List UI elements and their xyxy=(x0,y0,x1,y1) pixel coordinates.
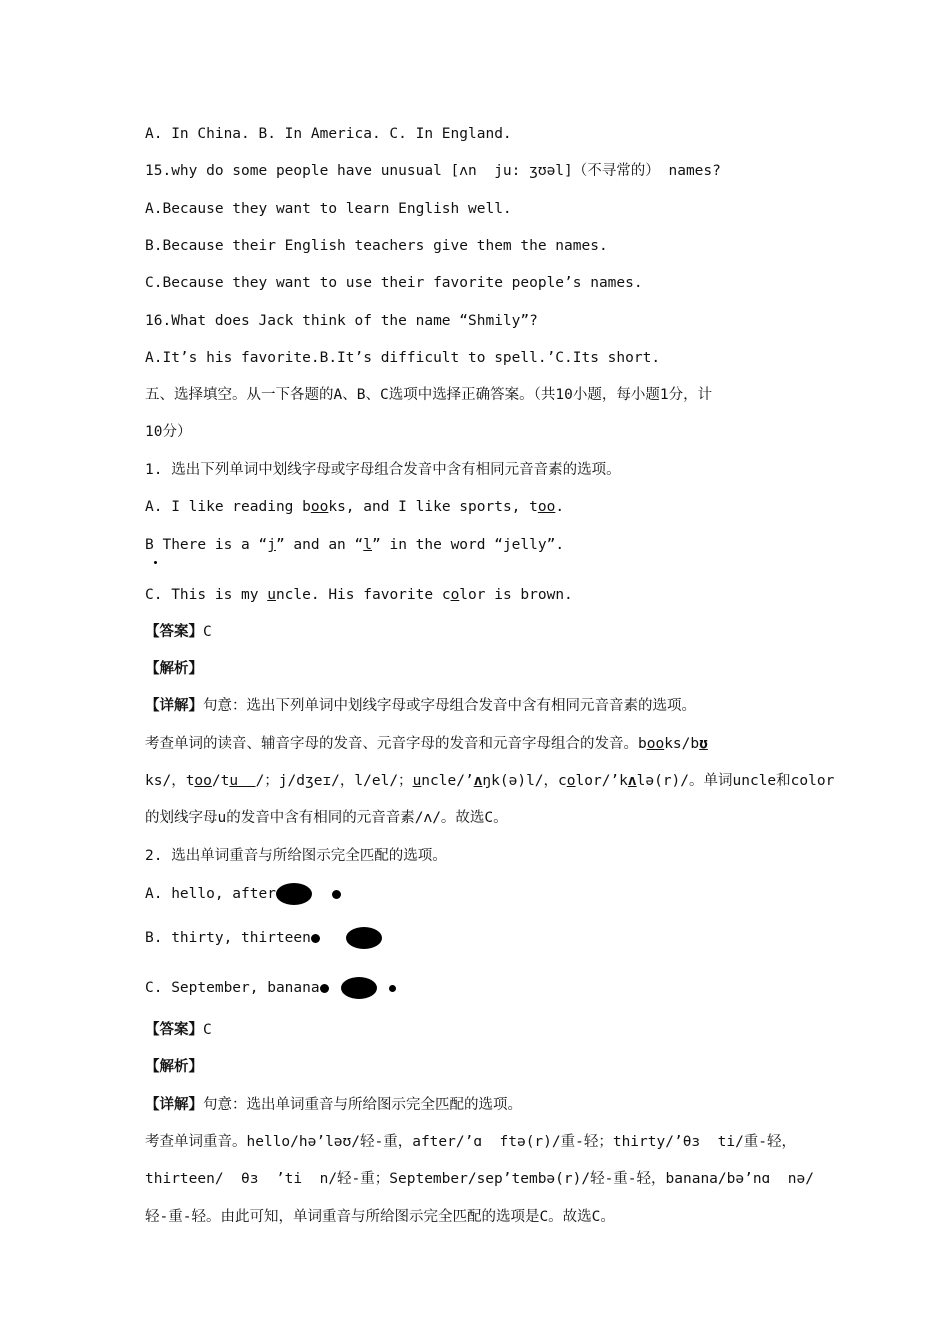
stress-heavy-icon xyxy=(346,927,382,949)
p1-detail-text: 句意：选出下列单词中划线字母或字母组合发音中含有相同元音音素的选项。 xyxy=(203,698,696,714)
p1-c-pre: C. This is my xyxy=(145,587,268,603)
q16-options: A.It’s his favorite.B.It’s difficult to spell.’C.Its short. xyxy=(145,350,661,366)
p1-c-mid: ncle. His favorite c xyxy=(275,587,451,603)
p2-answer-label: 【答案】 xyxy=(145,1022,203,1038)
p2-explain-2: thirteen/ θɜ ’ti n/轻-重；September/sep’tembə(r)/轻-重-轻，banana/bə’nɑ nə/ xyxy=(145,1171,814,1187)
p1-explain-1 xyxy=(145,734,708,754)
q15-text: 15.why do some people have unusual [ʌn ju: ʒʊəl] xyxy=(145,163,573,179)
stress-heavy-icon xyxy=(341,977,377,999)
p1-e2-d: ncle/’ xyxy=(421,773,474,789)
p1-e1-pre: 考查单词的读音、辅音字母的发音、元音字母的发音和元音字母组合的发音。b xyxy=(145,736,647,752)
p2-explain-1: 考查单词重音。hello/hə’ləʊ/轻-重，after/’ɑ ftə(r)/重-轻；thirty/’θɜ ti/重-轻， xyxy=(145,1134,797,1150)
p2-c-text: C. September, banana xyxy=(145,980,320,996)
p1-analysis-label: 【解析】 xyxy=(145,661,203,677)
q15-option-c: C.Because they want to use their favorite people’s names. xyxy=(145,275,643,291)
q15-question xyxy=(145,161,721,181)
p1-e2-u4: ʌ xyxy=(473,773,483,789)
p1-option-a xyxy=(145,497,564,517)
p2-detail-label: 【详解】 xyxy=(145,1097,203,1113)
p1-a-mid: ks, and I like sports, t xyxy=(328,499,538,515)
p2-a-text: A. hello, after xyxy=(145,886,276,902)
p1-e2-u3: u xyxy=(412,773,422,789)
p1-answer-value: C xyxy=(203,624,212,640)
p1-b-underline-1: j xyxy=(267,537,276,553)
section5-heading: 五、选择填空。从一下各题的A、B、C选项中选择正确答案。（共10小题，每小题1分，计 xyxy=(145,387,713,403)
p2-option-c xyxy=(145,977,406,999)
p1-e2-c: /；j/dʒeɪ/，l/el/； xyxy=(255,773,413,789)
p2-question: 2. 选出单词重音与所给图示完全匹配的选项。 xyxy=(145,848,447,864)
q14-options: A. In China. B. In America. C. In England. xyxy=(145,126,512,142)
p1-e2-u6: ʌ xyxy=(627,773,637,789)
q15-option-a: A.Because they want to learn English well. xyxy=(145,201,512,217)
stress-light-icon xyxy=(332,890,341,899)
stray-dot xyxy=(154,561,157,564)
q15-end: names? xyxy=(659,163,721,179)
p1-e2-b: /t xyxy=(211,773,230,789)
p1-e2-u5: o xyxy=(566,773,576,789)
p1-e1-mid: ks/b xyxy=(664,736,700,752)
p1-detail xyxy=(145,696,696,716)
q16-question: 16.What does Jack think of the name “Shmily”? xyxy=(145,313,538,329)
p2-detail xyxy=(145,1095,522,1115)
p2-answer xyxy=(145,1020,212,1040)
p1-a-pre: A. I like reading b xyxy=(145,499,311,515)
p1-c-underline-1: u xyxy=(267,587,276,603)
p2-explain-3: 轻-重-轻。由此可知，单词重音与所给图示完全匹配的选项是C。故选C。 xyxy=(145,1209,615,1225)
p1-e2-u2: u xyxy=(229,773,256,789)
section5-heading-cont: 10分） xyxy=(145,424,192,440)
p2-analysis-label: 【解析】 xyxy=(145,1059,203,1075)
p1-a-underline-2: oo xyxy=(537,499,556,515)
stress-light-icon xyxy=(311,934,320,943)
p1-b-mid: ” and an “ xyxy=(275,537,364,553)
p2-detail-text: 句意：选出单词重音与所给图示完全匹配的选项。 xyxy=(203,1097,522,1113)
p1-question: 1. 选出下列单词中划线字母或字母组合发音中含有相同元音音素的选项。 xyxy=(145,462,621,478)
p1-e2-a: ks/，t xyxy=(145,773,195,789)
p1-answer-label: 【答案】 xyxy=(145,624,203,640)
p1-option-c xyxy=(145,585,573,605)
p1-e2-u1: oo xyxy=(194,773,212,789)
p1-c-end: lor is brown. xyxy=(459,587,573,603)
p1-option-b xyxy=(145,535,564,555)
p2-option-b xyxy=(145,927,390,949)
p2-b-text: B. thirty, thirteen xyxy=(145,930,311,946)
p1-b-end: ” in the word “jelly”. xyxy=(372,537,565,553)
p1-e2-f: lor/’k xyxy=(575,773,628,789)
p1-detail-label: 【详解】 xyxy=(145,698,203,714)
stress-light-icon xyxy=(389,985,396,992)
p1-e1-underline-1: oo xyxy=(646,736,665,752)
p1-e1-underline-2: ʊ xyxy=(699,736,708,752)
p1-e2-e: ŋk(ə)l/，c xyxy=(482,773,567,789)
q15-option-b: B.Because their English teachers give them the names. xyxy=(145,238,608,254)
p1-c-underline-2: o xyxy=(450,587,460,603)
p1-a-end: . xyxy=(555,499,565,515)
p2-option-a xyxy=(145,883,351,905)
q15-gloss: （不寻常的） xyxy=(572,163,660,179)
p1-e2-g: lə(r)/。单词uncle和color xyxy=(636,773,835,789)
p1-b-pre: B There is a “ xyxy=(145,537,268,553)
p1-a-underline-1: oo xyxy=(310,499,329,515)
p2-answer-value: C xyxy=(203,1022,212,1038)
p1-explain-2 xyxy=(145,771,834,791)
stress-heavy-icon xyxy=(276,883,312,905)
p1-answer xyxy=(145,622,212,642)
p1-explain-3: 的划线字母u的发音中含有相同的元音音素/ʌ/。故选C。 xyxy=(145,810,508,826)
stress-light-icon xyxy=(320,984,329,993)
p1-b-underline-2: l xyxy=(363,537,372,553)
